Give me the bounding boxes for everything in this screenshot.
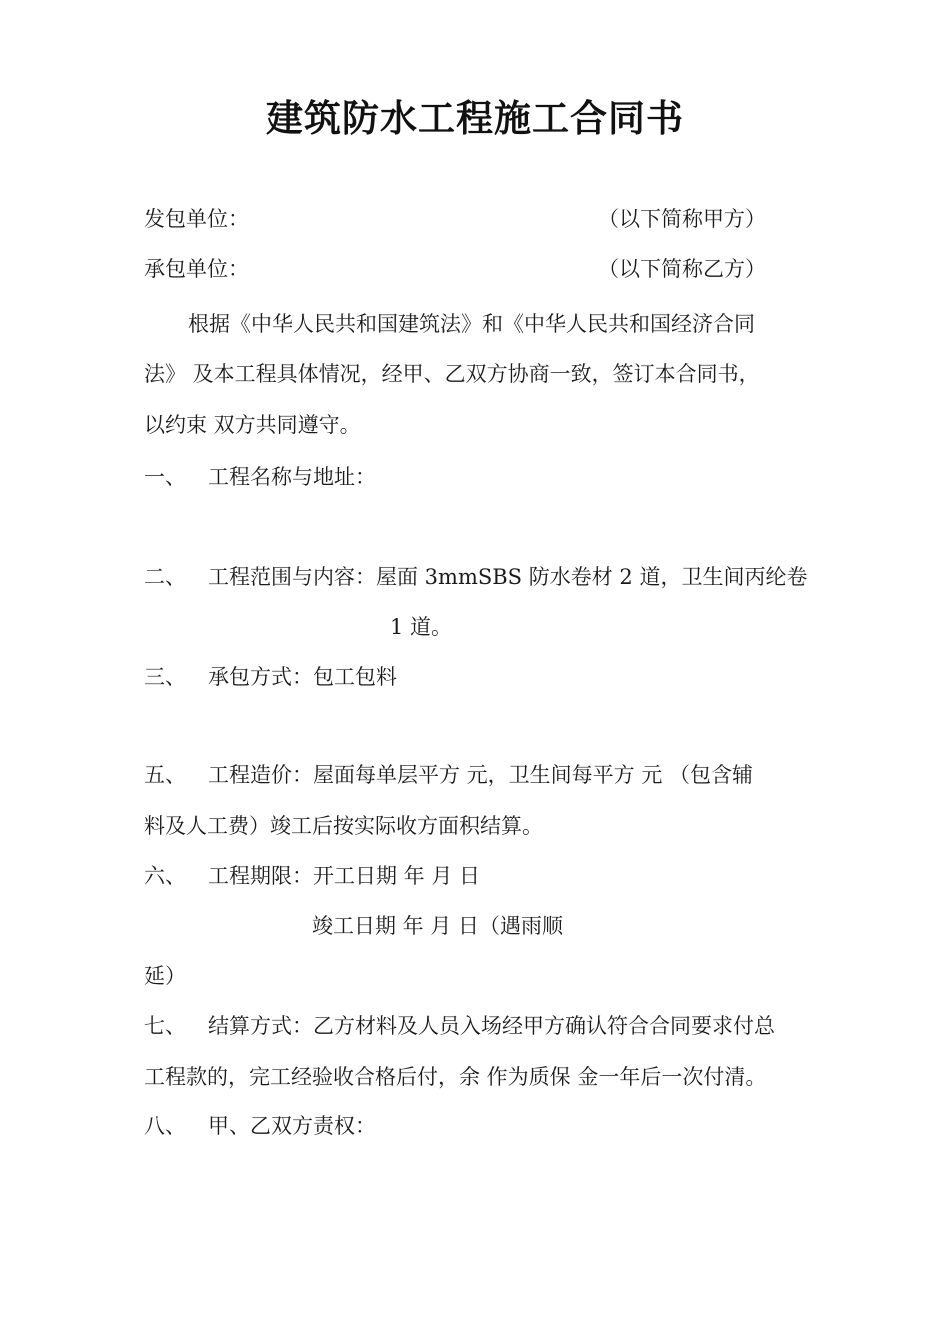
section-3-text: 承包方式：包工包料	[208, 665, 397, 689]
section-2-text: 工程范围与内容：屋面 3mmSBS 防水卷材 2 道，卫生间丙纶卷	[208, 565, 808, 589]
section-8-text: 甲、乙双方责权：	[208, 1114, 376, 1138]
preamble-line-3: 以约束 双方共同遵守。	[144, 413, 361, 437]
section-2-number: 二、	[144, 565, 186, 589]
section-8-number: 八、	[144, 1114, 186, 1138]
preamble-line-1: 根据《中华人民共和国建筑法》和《中华人民共和国经济合同	[188, 312, 755, 336]
section-6-number: 六、	[144, 864, 186, 888]
section-2-continuation: 1 道。	[390, 615, 453, 639]
preamble-line-2: 法》 及本工程具体情况，经甲、乙双方协商一致，签订本合同书，	[144, 362, 760, 386]
party-a-label: 发包单位：	[144, 207, 249, 231]
party-b-note: （以下简称乙方）	[598, 257, 766, 281]
section-5-number: 五、	[144, 763, 186, 787]
section-6-continuation-2: 延）	[144, 964, 186, 988]
party-b-label: 承包单位：	[144, 257, 249, 281]
document-title: 建筑防水工程施工合同书	[266, 96, 684, 140]
section-5-text: 工程造价：屋面每单层平方 元，卫生间每平方 元 （包含辅	[208, 763, 754, 787]
section-6-text: 工程期限：开工日期 年 月 日	[208, 864, 481, 888]
section-7-text: 结算方式：乙方材料及人员入场经甲方确认符合合同要求付总	[208, 1014, 775, 1038]
section-5-continuation: 料及人工费）竣工后按实际收方面积结算。	[144, 814, 543, 838]
section-1-number: 一、	[144, 465, 186, 489]
party-a-note: （以下简称甲方）	[598, 207, 766, 231]
section-6-continuation: 竣工日期 年 月 日（遇雨顺	[312, 914, 564, 938]
section-7-continuation: 工程款的，完工经验收合格后付，余 作为质保 金一年后一次付清。	[144, 1065, 767, 1089]
section-7-number: 七、	[144, 1014, 186, 1038]
section-1-text: 工程名称与地址：	[208, 465, 376, 489]
section-3-number: 三、	[144, 665, 186, 689]
